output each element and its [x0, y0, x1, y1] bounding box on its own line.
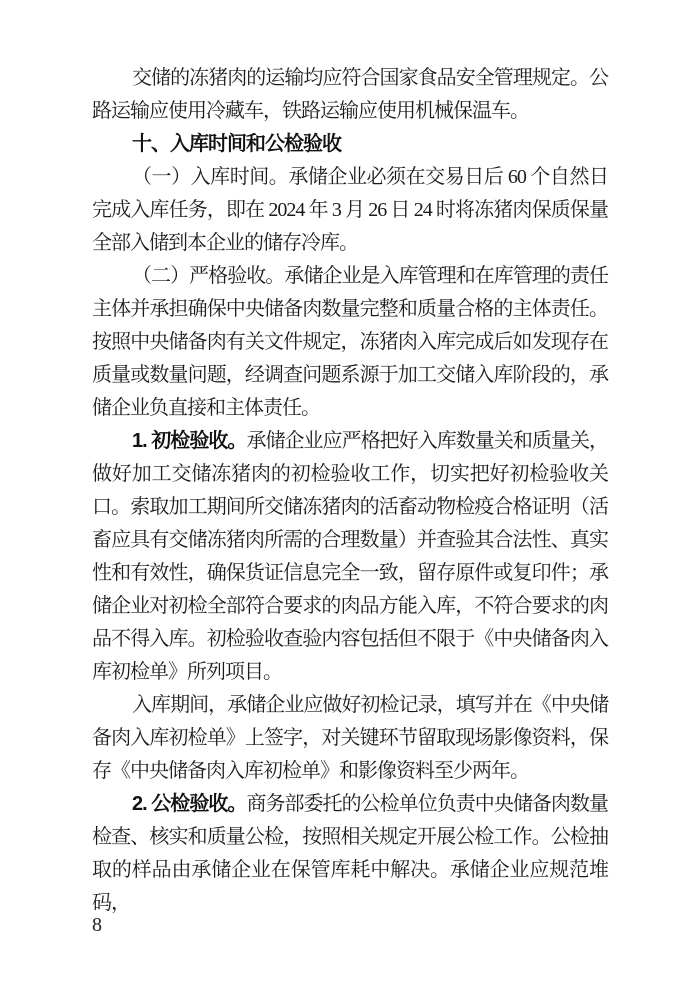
- para-initial-inspection: [92, 425, 608, 689]
- paragraph-text: （一）入库时间。承储企业必须在交易日后 60 个自然日完成入库任务，即在 2024 年 3 月 26 日 24 时将冻猪肉保质保量全部入储到本企业的储存冷库。: [92, 166, 608, 254]
- paragraph-text: 承储企业应严格把好入库数量关和质量关，做好加工交储冻猪肉的初检验收工作，切实把好初检验收关口。索取加工期间所交储冻猪肉的活畜动物检疫合格证明（活畜应具有交储冻猪肉所需的合理数量）并查验其合法性、真实性和有效性，确保货证信息完全一致，留存原件或复印件；承储企业对初检全部符合要求的肉品方能入库，不符合要求的肉品不得入库。初检验收查验内容包括但不限于《中央储备肉入库初检单》所列项目。: [92, 430, 608, 683]
- document-body: [0, 62, 700, 920]
- para-storage-deadline: [92, 161, 608, 260]
- page-number: 8: [92, 914, 102, 936]
- section-heading: 十、入库时间和公检验收: [132, 133, 341, 155]
- para-transport-rule: [92, 62, 608, 128]
- paragraph-text: 入库期间，承储企业应做好初检记录，填写并在《中央储备肉入库初检单》上签字，对关键环节留取现场影像资料，保存《中央储备肉入库初检单》和影像资料至少两年。: [92, 694, 608, 782]
- paragraph-text: 交储的冻猪肉的运输均应符合国家食品安全管理规定。公路运输应使用冷藏车，铁路运输应使用机械保温车。: [92, 67, 608, 122]
- para-public-inspection: [92, 788, 608, 920]
- para-inspection-records: [92, 689, 608, 788]
- paragraph-text: 商务部委托的公检单位负责中央储备肉数量检查、核实和质量公检，按照相关规定开展公检工作。公检抽取的样品由承储企业在保管库耗中解决。承储企业应规范堆码，: [92, 793, 608, 914]
- bold-lead: 2. 公检验收。: [132, 793, 247, 815]
- bold-lead: 1. 初检验收。: [132, 430, 247, 452]
- paragraph-text: （二）严格验收。承储企业是入库管理和在库管理的责任主体并承担确保中央储备肉数量完整和质量合格的主体责任。按照中央储备肉有关文件规定，冻猪肉入库完成后如发现存在质量或数量问题，经调查问题系源于加工交储入库阶段的，承储企业负直接和主体责任。: [92, 265, 608, 419]
- para-strict-acceptance: [92, 260, 608, 425]
